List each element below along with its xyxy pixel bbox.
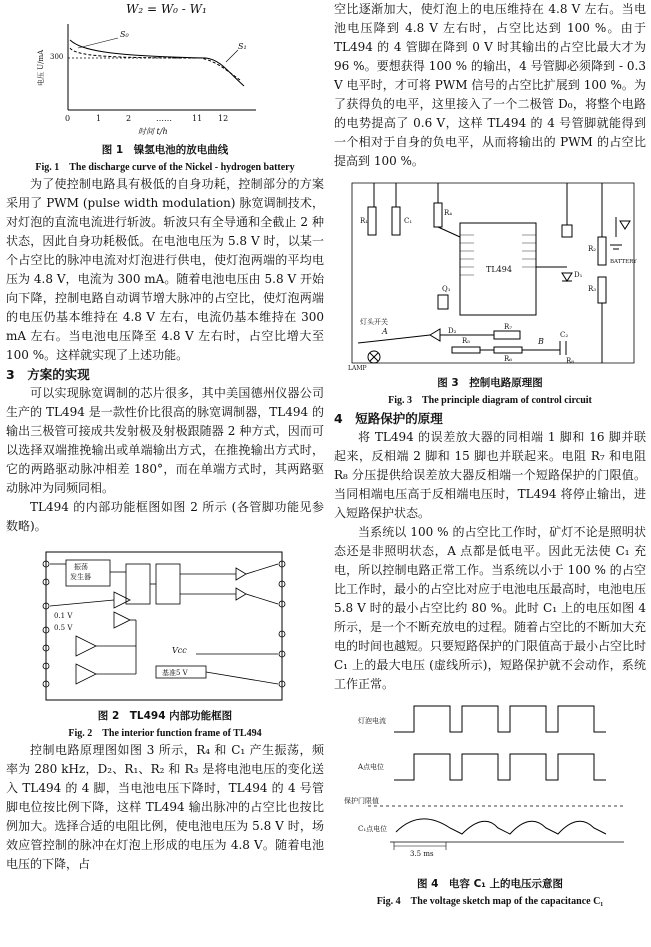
fig4-time-label: 3.5 ms <box>410 850 434 858</box>
fig1-caption-cn: 图 1 镍氢电池的放电曲线 <box>101 144 229 156</box>
fig4-row-label: A点电位 <box>358 763 385 771</box>
fig2-label: 基准5 V <box>162 669 188 677</box>
figure-3 <box>334 177 646 373</box>
fig3-label: R₂ <box>588 245 597 253</box>
fig3-chip-label: TL494 <box>486 265 512 274</box>
fig1-xtick: 12 <box>218 114 229 123</box>
section-4-heading: 4 短路保护的原理 <box>334 411 443 426</box>
body-paragraph: 为了使控制电路具有极低的自身功耗，控制部分的方案采用了 PWM (pulse width modulation) 脉宽调制技术，对灯泡的直流电流进行斩波。斩波只有全导通和全截止 2 种状态，因此自身功耗极低。在电池电压为 5.8 V 时，以某一个占空比的脉冲电流对灯泡进行供电，使灯泡两端的平均电压为 4.8 V，电流为 300 mA。随着电池电压由 5.8 V 开始向下降，控制电路自动调节增大脉冲的占空比，使灯泡两端的电压仍基本维持在 4.8 V 左右，电流仍基本维持在 300 mA 左右。当电池电压降至 4.8 V 左右时，占空比增大至 100 %。这样就实现了上述功能。 <box>6 177 324 362</box>
fig2-label: 0.1 V <box>54 612 73 620</box>
fig3-label: R₃ <box>588 285 597 293</box>
fig3-label: R₁ <box>360 217 369 225</box>
fig3-caption-cn: 图 3 控制电路原理图 <box>437 377 543 389</box>
figure-4 <box>334 700 646 876</box>
fig1-formula: W₂ = W₀ - W₁ <box>126 2 207 16</box>
section-3-heading: 3 方案的实现 <box>6 367 90 382</box>
fig3-label: C₁ <box>404 217 413 225</box>
fig2-label: 0.5 V <box>54 624 73 632</box>
fig1-xtick: 0 <box>65 114 71 123</box>
fig3-label: LAMP <box>348 365 367 372</box>
fig1-xtick: 2 <box>126 114 132 123</box>
fig4-caption-cn: 图 4 电容 C₁ 上的电压示意图 <box>416 878 564 890</box>
body-paragraph: TL494 的内部功能框图如图 2 所示 (各管脚功能见参数略)。 <box>6 500 324 533</box>
fig3-label: 灯头开关 <box>360 318 388 326</box>
fig1-caption-en: Fig. 1 The discharge curve of the Nickel - hydrogen battery <box>35 162 295 173</box>
fig3-circuit <box>334 177 646 373</box>
fig2-caption-cn: 图 2 TL494 内部功能框图 <box>97 710 233 722</box>
fig1-xtick: …… <box>156 114 172 123</box>
fig1-curve-label: S₁ <box>238 42 247 51</box>
fig1-ylabel: 电压 U/mA <box>37 49 45 86</box>
fig3-label: R₇ <box>504 323 513 331</box>
fig1-xlabel: 时间 t/h <box>138 127 168 136</box>
fig1-xtick: 1 <box>96 114 102 123</box>
fig4-caption-en: Fig. 4 The voltage sketch map of the capacitance C₁ <box>376 896 604 907</box>
fig3-label: A <box>382 327 388 336</box>
fig3-label: R₅ <box>462 337 471 345</box>
fig1-ytick: 300 <box>50 53 64 61</box>
body-paragraph: 控制电路原理图如图 3 所示，R₄ 和 C₁ 产生振荡，频率为 280 kHz，D₂、R₁、R₂ 和 R₃ 是将电池电压的变化送入 TL494 的 4 脚，当电池电压下降时，TL494 的 4 号管脚电位按比例下降，这样 TL494 输出脉冲的占空比也按比例加大。选择合适的电阻比例，使电池电压为 5.8 V 时，场效应管控制的脉冲在灯泡上形成的电压为 4.8 V。随着电池电压的下降，占 <box>6 743 324 871</box>
fig1-curve-label: S₀ <box>120 30 129 39</box>
figure-1 <box>6 0 324 140</box>
fig2-caption-en: Fig. 2 The interior function frame of TL494 <box>68 728 262 739</box>
figure-2 <box>6 544 324 706</box>
fig3-label: R₆ <box>504 355 513 363</box>
fig2-label: 振荡 <box>74 563 88 571</box>
fig2-label: 发生器 <box>70 573 91 581</box>
fig4-row-label: 保护门限值 <box>344 797 379 805</box>
fig3-label: D₂ <box>448 327 457 335</box>
fig3-label: R₈ <box>566 357 575 365</box>
fig3-label: Q₁ <box>442 285 451 293</box>
fig2-label: Vcc <box>172 646 187 655</box>
fig3-label: C₂ <box>560 331 569 339</box>
fig1-xtick: 11 <box>192 114 203 123</box>
fig3-label: BATTERY <box>610 259 637 265</box>
fig3-label: R₄ <box>444 209 453 217</box>
body-paragraph: 当系统以 100 % 的占空比工作时，矿灯不论是照明状态还是非照明状态，A 点都是低电平。因此无法使 C₁ 充电，所以控制电路正常工作。当系统以小于 100 % 的占空比工作时，最小的占空比对应于电池电压最高时，电池电压 5.8 V 时的最小占空比约 80 %。此时 C₁ 上的电压如图 4 所示，是一个不断充放电的过程。随着占空比的不断加大充电的时间也越短。只要短路保护的门限值高于最小占空比时 C₁ 上的最大电压 (虚线所示)，短路保护就不会动作，系统工作正常。 <box>334 525 647 691</box>
fig4-row-label: 灯泡电流 <box>358 717 386 725</box>
body-paragraph: 可以实现脉宽调制的芯片很多，其中美国德州仪器公司生产的 TL494 是一款性价比很高的脉宽调制器，TL494 的输出三极管可接成共发射极及射极跟随器 2 种方式，因而可以选择双端推挽输出或单端输出方式，在推挽输出方式时，它的两路驱动脉冲相差 180°，而在单端方式时，其两路驱动脉冲为同频同相。 <box>6 386 324 495</box>
fig3-label: D₁ <box>574 271 583 279</box>
body-paragraph: 将 TL494 的误差放大器的同相端 1 脚和 16 脚并联起来，反相端 2 脚和 15 脚也并联起来。电阻 R₇ 和电阻 R₈ 分压提供给误差放大器反相端一个短路保护的门限值。当同相端电压高于反相端电压时，TL494 将停止输出，进入短路保护状态。 <box>334 430 646 520</box>
fig3-label: B <box>538 337 544 346</box>
body-paragraph: 空比逐渐加大，使灯泡上的电压维持在 4.8 V 左右。当电池电压降到 4.8 V 左右时，占空比达到 100 %。由于 TL494 的 4 管脚在降到 0 V 时其输出的占空比最大才为 96 %。要想获得 100 % 的输出，4 号管脚必须降到 - 0.3 V 电平时，才可将 PWM 信号的占空比扩展到 100 %。为了获得负的电平，这里接入了一个二极管 D₀，将整个电路的电势提高了 0.6 V，这样 TL494 的 4 号管脚就能得到一个相对于自身的负电平，从而将输出的 PWM 的占空比提高到 100 %。 <box>334 2 646 168</box>
fig3-caption-en: Fig. 3 The principle diagram of control circuit <box>388 395 592 406</box>
fig4-waveforms <box>334 700 646 876</box>
fig4-row-label: C₁点电位 <box>358 825 388 833</box>
